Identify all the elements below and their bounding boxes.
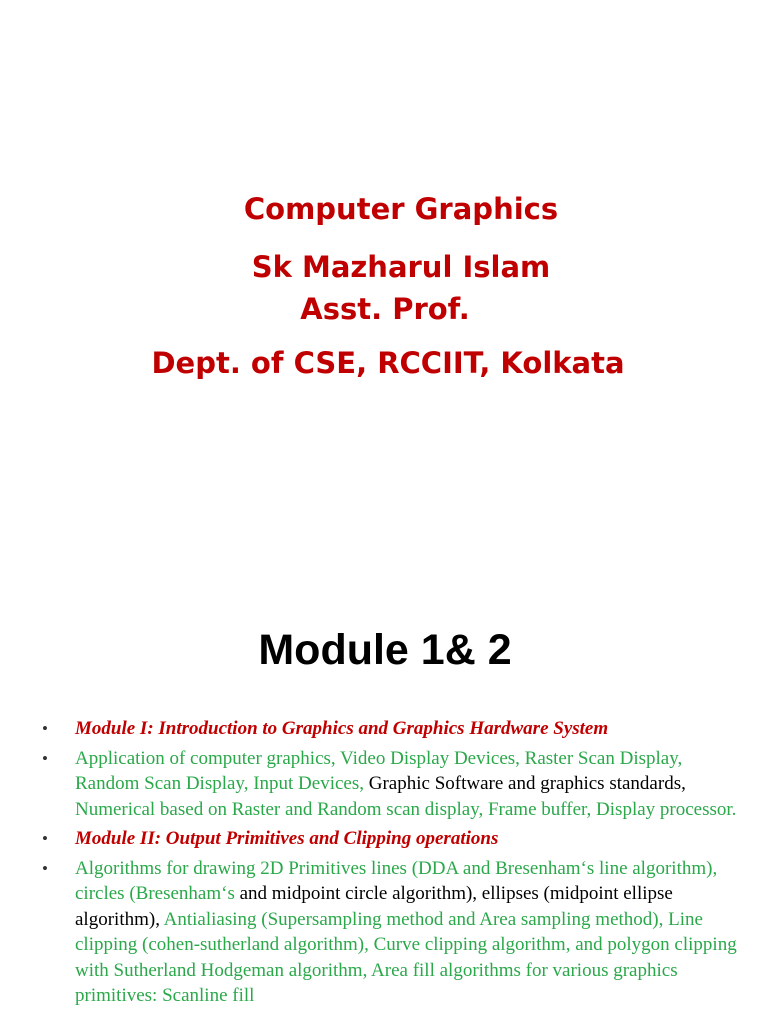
module-1-heading: Module I: Introduction to Graphics and Graphics Hardware System: [75, 718, 609, 739]
module-heading: Module 1& 2: [258, 626, 512, 674]
bullet-icon: •: [42, 829, 48, 848]
module-2-topics-part-1: Algorithms for drawing 2D Primitives lines (DDA and Bresenham‘s line algorithm), circles (Bresenham‘s: [75, 857, 718, 904]
module-1-topics-part-2: Graphic Software and graphics standards,: [368, 773, 686, 794]
module-1-topics-part-3: Numerical based on Raster and Random scan display, Frame buffer, Display processor.: [75, 798, 737, 820]
bullet-icon: •: [42, 719, 48, 738]
author-name: Sk Mazharul Islam: [251, 250, 551, 284]
module-1-topics-part-1: Application of computer graphics, Video Display Devices, Raster Scan Display, Random Scan Display, Input Devices,: [75, 747, 683, 794]
bullet-icon: •: [42, 748, 48, 768]
list-item: [42, 856, 742, 1009]
list-item: [42, 746, 742, 823]
author-designation: Asst. Prof.: [300, 292, 470, 326]
author-department: Dept. of CSE, RCCIIT, Kolkata: [151, 346, 625, 380]
bullet-icon: •: [42, 858, 48, 878]
course-title: Computer Graphics: [243, 192, 559, 226]
list-item: [42, 716, 742, 742]
list-item: [42, 826, 742, 852]
syllabus-bullet-list: [42, 716, 742, 1013]
module-2-topics-part-3: Antialiasing (Supersampling method and Area sampling method), Line clipping (cohen-sutherland algorithm), Curve clipping algorithm, and polygon clipping with Sutherland Hodgeman algorithm, Area fill algorithms for various graphics primitives: Scanline fill: [75, 908, 737, 1006]
module-2-heading: Module II: Output Primitives and Clipping operations: [75, 828, 499, 849]
module-2-topics-part-2: and midpoint circle algorithm), ellipses (midpoint ellipse algorithm),: [75, 883, 673, 930]
